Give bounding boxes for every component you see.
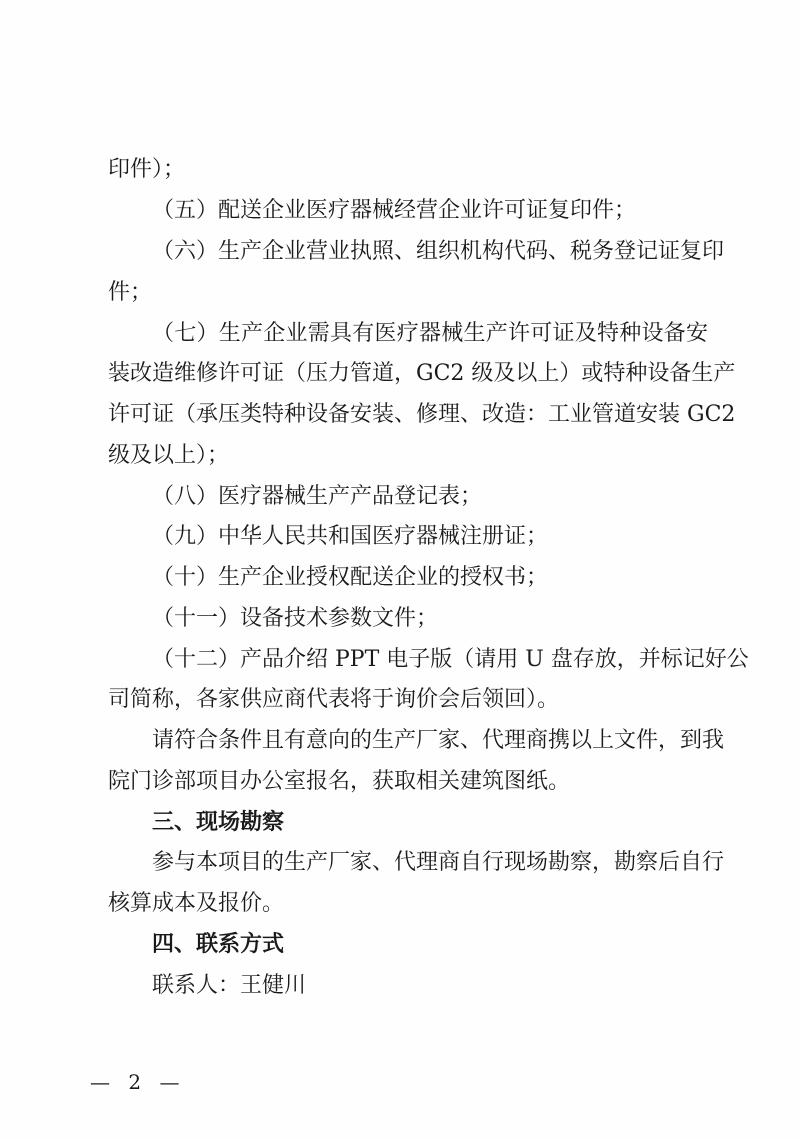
page-number: — 2 — <box>90 1070 186 1094</box>
paragraph-line: 请符合条件且有意向的生产厂家、代理商携以上文件，到我 <box>152 728 725 753</box>
text-line: 司简称，各家供应商代表将于询价会后领回）。 <box>108 687 560 712</box>
text-line: 印件）； <box>108 157 186 182</box>
text-line: 装改造维修许可证（压力管道，GC2 级及以上）或特种设备生产 <box>108 361 736 386</box>
list-item-6: （六）生产企业营业执照、组织机构代码、税务登记证复印 <box>152 239 725 264</box>
text-line: 许可证（承压类特种设备安装、修理、改造：工业管道安装 GC2 <box>108 402 736 427</box>
list-item-8: （八）医疗器械生产产品登记表； <box>152 484 483 509</box>
list-item-9: （九）中华人民共和国医疗器械注册证； <box>152 524 549 549</box>
text-line: 核算成本及报价。 <box>108 891 285 916</box>
text-line: 院门诊部项目办公室报名，获取相关建筑图纸。 <box>108 769 571 794</box>
section-heading-contact: 四、联系方式 <box>152 932 285 957</box>
text-line: 件； <box>108 280 153 305</box>
paragraph-line: 参与本项目的生产厂家、代理商自行现场勘察，勘察后自行 <box>152 850 725 875</box>
text-line: 级及以上）； <box>108 443 230 468</box>
list-item-7: （七）生产企业需具有医疗器械生产许可证及特种设备安 <box>152 321 708 346</box>
list-item-10: （十）生产企业授权配送企业的授权书； <box>152 565 549 590</box>
list-item-5: （五）配送企业医疗器械经营企业许可证复印件； <box>152 198 637 223</box>
list-item-11: （十一）设备技术参数文件； <box>152 606 439 631</box>
section-heading-site-survey: 三、现场勘察 <box>152 810 285 835</box>
contact-person: 联系人：王健川 <box>152 973 307 998</box>
list-item-12: （十二）产品介绍 PPT 电子版（请用 U 盘存放，并标记好公 <box>152 647 749 672</box>
